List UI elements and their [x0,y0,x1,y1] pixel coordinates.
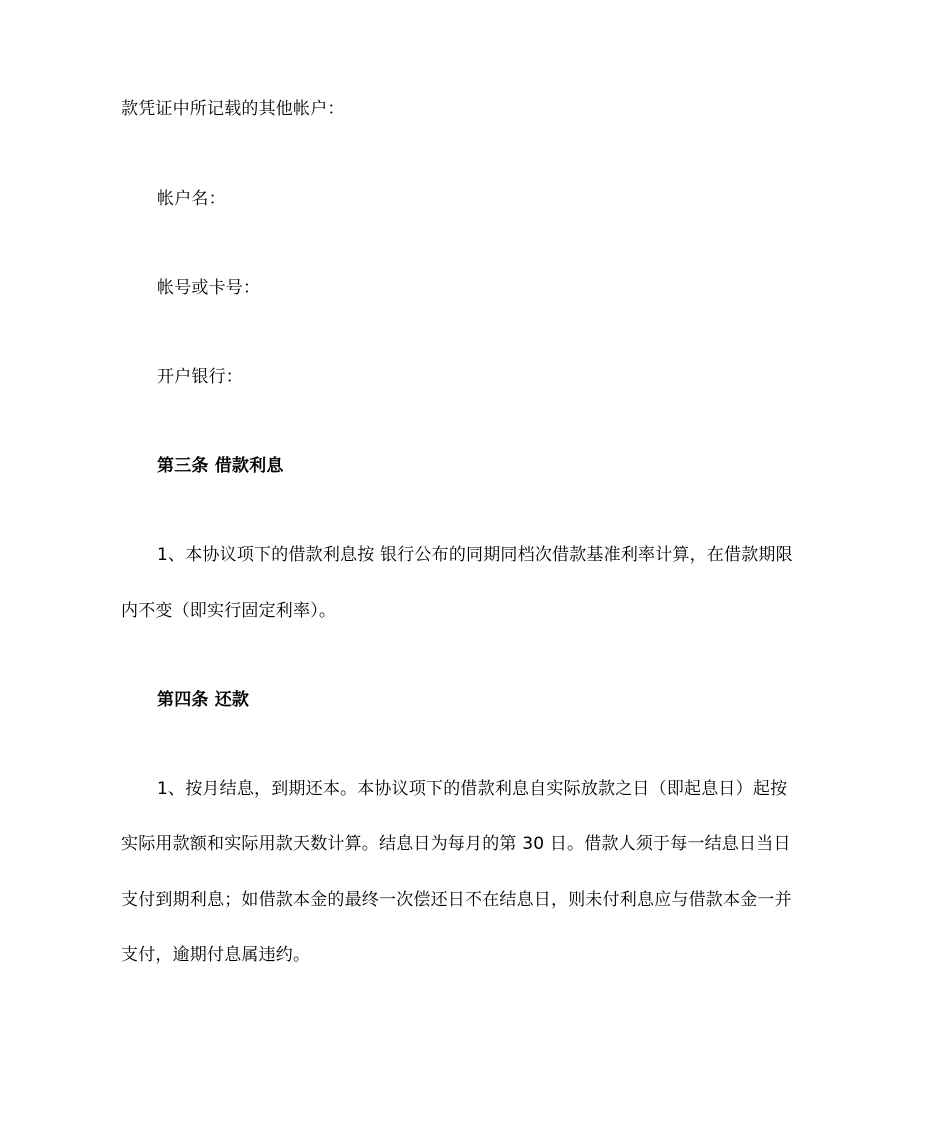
text-line-account-number: 帐号或卡号： [157,278,261,298]
paragraph-repayment-line-2: 实际用款额和实际用款天数计算。结息日为每月的第 30 日。借款人须于每一结息日当日 [121,834,791,854]
paragraph-repayment-line-1: 1、按月结息，到期还本。本协议项下的借款利息自实际放款之日（即起息日）起按 [157,779,788,799]
paragraph-repayment-line-3: 支付到期利息；如借款本金的最终一次偿还日不在结息日，则未付利息应与借款本金一并 [121,890,792,910]
paragraph-interest-line-1: 1、本协议项下的借款利息按 银行公布的同期同档次借款基准利率计算，在借款期限 [157,545,793,565]
section-heading-article-3: 第三条 借款利息 [157,456,284,476]
section-heading-article-4: 第四条 还款 [157,690,250,710]
paragraph-interest-line-2: 内不变（即实行固定利率）。 [121,601,337,621]
text-line-account-name: 帐户名： [157,189,226,209]
text-line-account-intro: 款凭证中所记载的其他帐户： [121,99,345,119]
paragraph-repayment-line-4: 支付，逾期付息属违约。 [121,945,311,965]
text-line-opening-bank: 开户银行： [157,367,243,387]
